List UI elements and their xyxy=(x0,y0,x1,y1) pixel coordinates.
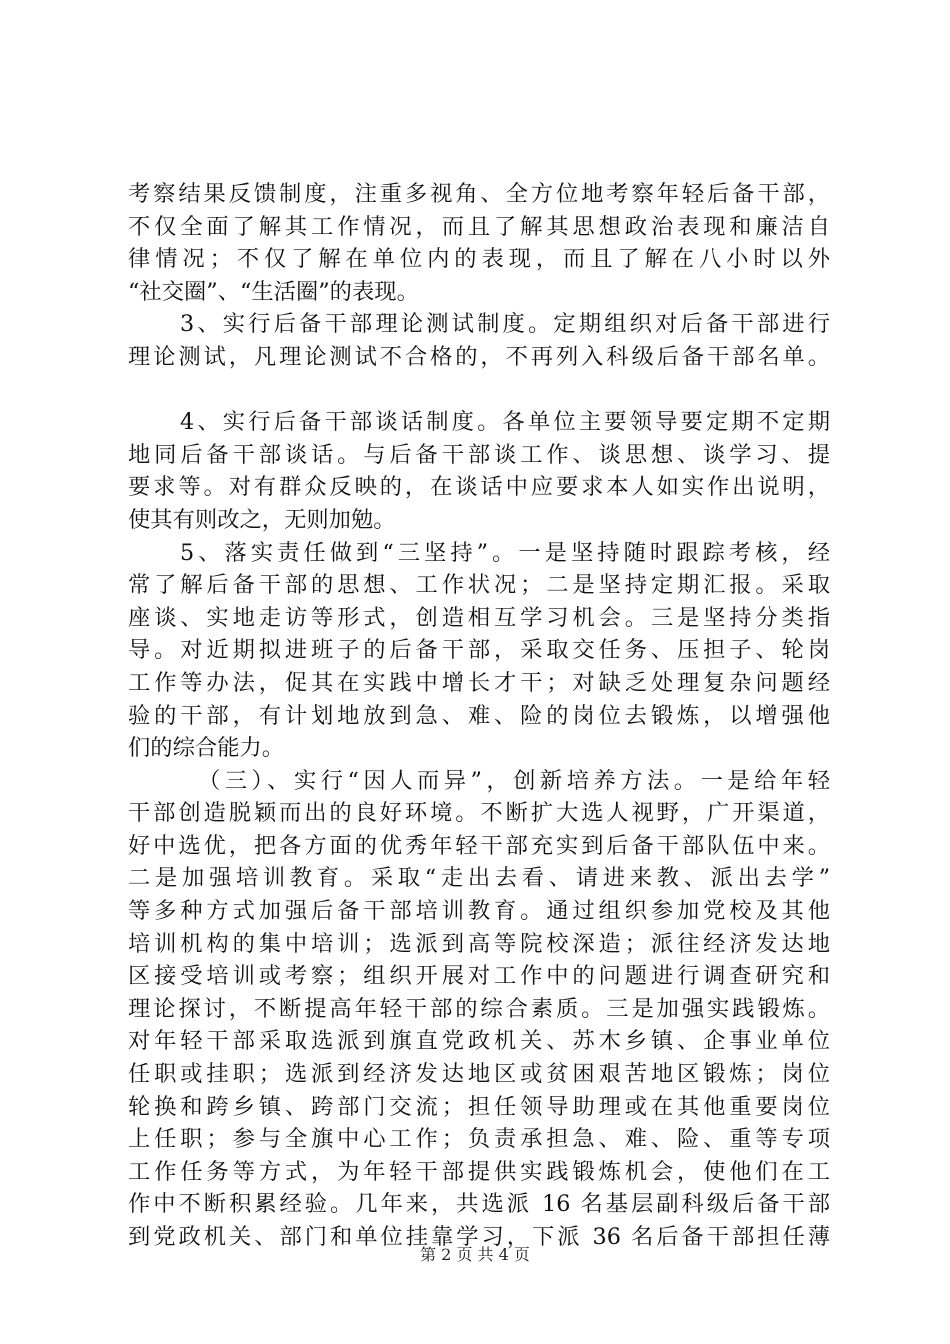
text-line: 对年轻干部采取选派到旗直党政机关、苏木乡镇、企事业单位 xyxy=(128,1028,830,1055)
text-line: 不仅全面了解其工作情况，而且了解其思想政治表现和廉洁自 xyxy=(128,213,830,240)
paragraph-gap xyxy=(128,374,830,407)
text-line: 4、实行后备干部谈话制度。各单位主要领导要定期不定期 xyxy=(180,409,830,436)
page-number-footer: 第 2 页 共 4 页 xyxy=(420,1245,530,1264)
text-line: 培训机构的集中培训；选派到高等院校深造；派往经济发达地 xyxy=(128,930,830,957)
text-line: 工作任务等方式，为年轻干部提供实践锻炼机会，使他们在工 xyxy=(128,1158,830,1185)
text-line: 常了解后备干部的思想、工作状况；二是坚持定期汇报。采取 xyxy=(128,572,830,599)
text-line: 上任职；参与全旗中心工作；负责承担急、难、险、重等专项 xyxy=(128,1126,830,1153)
text-line: 轮换和跨乡镇、跨部门交流；担任领导助理或在其他重要岗位 xyxy=(128,1093,830,1120)
text-line: 二是加强培训教育。采取“走出去看、请进来教、派出去学” xyxy=(128,865,830,892)
text-line: 验的干部，有计划地放到急、难、险的岗位去锻炼，以增强他 xyxy=(128,702,830,729)
text-line: 考察结果反馈制度，注重多视角、全方位地考察年轻后备干部， xyxy=(128,181,830,207)
text-line: 等多种方式加强后备干部培训教育。通过组织参加党校及其他 xyxy=(128,898,830,925)
text-line: 好中选优，把各方面的优秀年轻干部充实到后备干部队伍中来。 xyxy=(128,832,830,859)
text-line: 要求等。对有群众反映的，在谈话中应要求本人如实作出说明， xyxy=(128,474,830,501)
text-line: （三）、实行“因人而异”，创新培养方法。一是给年轻 xyxy=(198,767,830,794)
text-line: 到党政机关、部门和单位挂靠学习，下派 36 名后备干部担任薄 xyxy=(128,1224,830,1250)
text-line: 地同后备干部谈话。与后备干部谈工作、谈思想、谈学习、提 xyxy=(128,441,830,468)
text-line: 使其有则改之，无则加勉。 xyxy=(128,506,396,533)
text-line: 理论探讨，不断提高年轻干部的综合素质。三是加强实践锻炼。 xyxy=(128,995,830,1022)
text-line: 干部创造脱颖而出的良好环境。不断扩大选人视野，广开渠道， xyxy=(128,800,830,827)
text-line: 座谈、实地走访等形式，创造相互学习机会。三是坚持分类指 xyxy=(128,604,830,631)
text-line: 任职或挂职；选派到经济发达地区或贫困艰苦地区锻炼；岗位 xyxy=(128,1061,830,1088)
text-line: 理论测试，凡理论测试不合格的，不再列入科级后备干部名单。 xyxy=(128,343,830,370)
document-body xyxy=(128,178,830,1254)
text-line: 工作等办法，促其在实践中增长才干；对缺乏处理复杂问题经 xyxy=(128,669,830,696)
text-line: 3、实行后备干部理论测试制度。定期组织对后备干部进行 xyxy=(180,311,830,338)
text-line: 区接受培训或考察；组织开展对工作中的问题进行调查研究和 xyxy=(128,963,830,990)
text-line: 导。对近期拟进班子的后备干部，采取交任务、压担子、轮岗 xyxy=(128,637,830,664)
text-line: 律情况；不仅了解在单位内的表现，而且了解在八小时以外 xyxy=(128,246,830,273)
text-line: 5、落实责任做到“三坚持”。一是坚持随时跟踪考核，经 xyxy=(180,539,830,566)
text-line: 们的综合能力。 xyxy=(128,735,285,762)
text-line: 作中不断积累经验。几年来，共选派 16 名基层副科级后备干部 xyxy=(128,1191,830,1218)
text-line: “社交圈”、“生活圈”的表现。 xyxy=(128,278,419,305)
